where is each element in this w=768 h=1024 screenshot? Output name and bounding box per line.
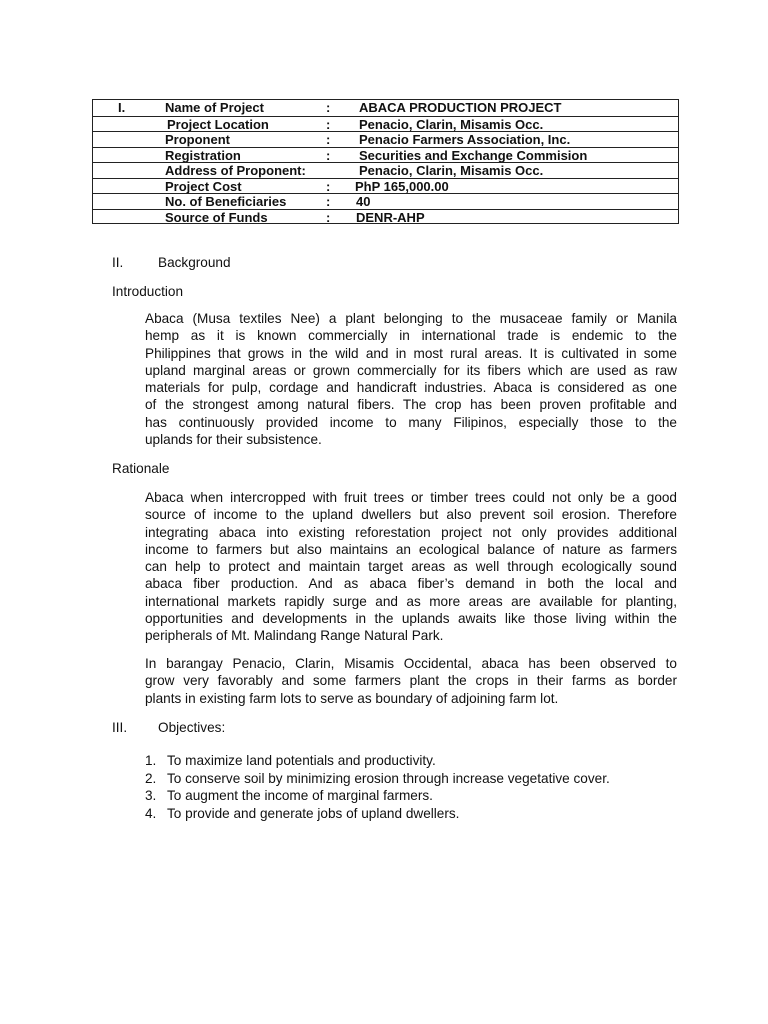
- row-label: Source of Funds: [165, 209, 268, 225]
- list-text: To maximize land potentials and productivity.: [167, 753, 436, 768]
- row-value: Penacio Farmers Association, Inc.: [359, 132, 571, 147]
- row-colon: :: [326, 147, 331, 163]
- section-heading: Background: [158, 255, 231, 270]
- text-line: has continuously provided income to many Filipinos, especially those to the: [145, 414, 677, 430]
- text-line: plants in existing farm lots to serve as boundary of adjoining farm lot.: [145, 690, 559, 706]
- table-row: [93, 147, 678, 164]
- row-label: Project Location: [167, 116, 269, 132]
- row-colon: :: [326, 132, 331, 147]
- subsection-heading: Rationale: [112, 461, 170, 476]
- list-number: 2.: [145, 770, 157, 786]
- list-item: [145, 787, 610, 805]
- text-line: Abaca (Musa textiles Nee) a plant belonging to the musaceae family or Manila: [145, 311, 677, 326]
- project-info-table: [92, 99, 679, 224]
- row-colon: :: [326, 194, 331, 209]
- row-value: 40: [356, 194, 371, 209]
- text-line: In barangay Penacio, Clarin, Misamis Occidental, abaca has been observed to: [145, 656, 677, 671]
- text-line: integrating abaca into existing reforestation project not only provides additional: [145, 524, 677, 540]
- text-line: Abaca when intercropped with fruit trees or timber trees could not only be a good: [145, 490, 677, 505]
- section-number: II.: [112, 255, 124, 270]
- text-line: source of income to the upland dwellers but also prevent soil erosion. Therefore: [145, 507, 677, 523]
- rationale-paragraph-2: [145, 655, 677, 707]
- objectives-list: [145, 752, 610, 822]
- table-row: [93, 116, 678, 133]
- table-row: [93, 131, 678, 148]
- row-value: Securities and Exchange Commision: [359, 147, 588, 163]
- row-label: Project Cost: [165, 178, 242, 194]
- section-number: III.: [112, 720, 128, 735]
- list-text: To conserve soil by minimizing erosion through increase vegetative cover.: [167, 770, 610, 786]
- text-line: opportunities and developments in the uplands awaits like those living within the: [145, 611, 677, 627]
- row-value: Penacio, Clarin, Misamis Occ.: [359, 163, 544, 178]
- subsection-heading: Introduction: [112, 284, 184, 299]
- text-line: upland marginal areas or grown commercially for its fibers which are used as raw: [145, 362, 677, 378]
- list-number: 4.: [145, 805, 157, 821]
- text-line: can help to protect and maintain target areas as well through ecologically sound: [145, 559, 677, 575]
- text-line: uplands for their subsistence.: [145, 432, 322, 448]
- row-label: Registration: [165, 147, 241, 163]
- rationale-paragraph: [145, 489, 677, 645]
- list-number: 1.: [145, 753, 157, 768]
- section-heading: Objectives:: [158, 720, 226, 735]
- row-colon: :: [326, 178, 331, 194]
- list-item: [145, 752, 610, 770]
- row-label: Address of Proponent:: [165, 163, 306, 178]
- text-line: of the strongest among natural fibers. The crop has been proven profitable and: [145, 397, 677, 413]
- row-label: No. of Beneficiaries: [165, 194, 287, 209]
- list-item: [145, 805, 610, 823]
- list-text: To augment the income of marginal farmers.: [167, 788, 433, 803]
- list-text: To provide and generate jobs of upland dwellers.: [167, 805, 460, 821]
- text-line: grow very favorably and some farmers plant the crops in their farms as border: [145, 673, 677, 689]
- table-row: [93, 162, 678, 179]
- text-line: international markets rapidly surge and as more areas are available for planting,: [145, 593, 677, 609]
- list-item: [145, 770, 610, 788]
- text-line: income to farmers but also maintains an ecological balance of nature as farmers: [145, 541, 677, 557]
- row-colon: :: [326, 116, 331, 132]
- row-value: Penacio, Clarin, Misamis Occ.: [359, 116, 544, 132]
- table-row: [93, 193, 678, 210]
- list-number: 3.: [145, 788, 157, 803]
- text-line: Philippines that grows in the wild and in most rural areas. It is cultivated in some: [145, 345, 677, 361]
- row-value: PhP 165,000.00: [355, 178, 449, 194]
- introduction-paragraph: [145, 310, 677, 448]
- row-label: Name of Project: [165, 100, 264, 115]
- text-line: materials for pulp, cordage and handicraft industries. Abaca is considered as one: [145, 380, 677, 396]
- row-colon: :: [326, 100, 331, 115]
- text-line: hemp as it is known commercially in international trade is endemic to the: [145, 328, 677, 344]
- row-value: ABACA PRODUCTION PROJECT: [359, 100, 562, 115]
- table-row: [93, 100, 678, 116]
- table-row: [93, 209, 678, 226]
- section-number: I.: [118, 100, 126, 115]
- text-line: abaca fiber production. And as abaca fiber’s demand in both the local and: [145, 576, 677, 592]
- row-label: Proponent: [165, 132, 230, 147]
- text-line: peripherals of Mt. Malindang Range Natural Park.: [145, 628, 444, 644]
- row-value: DENR-AHP: [356, 209, 425, 225]
- table-row: [93, 178, 678, 195]
- row-colon: :: [326, 209, 331, 225]
